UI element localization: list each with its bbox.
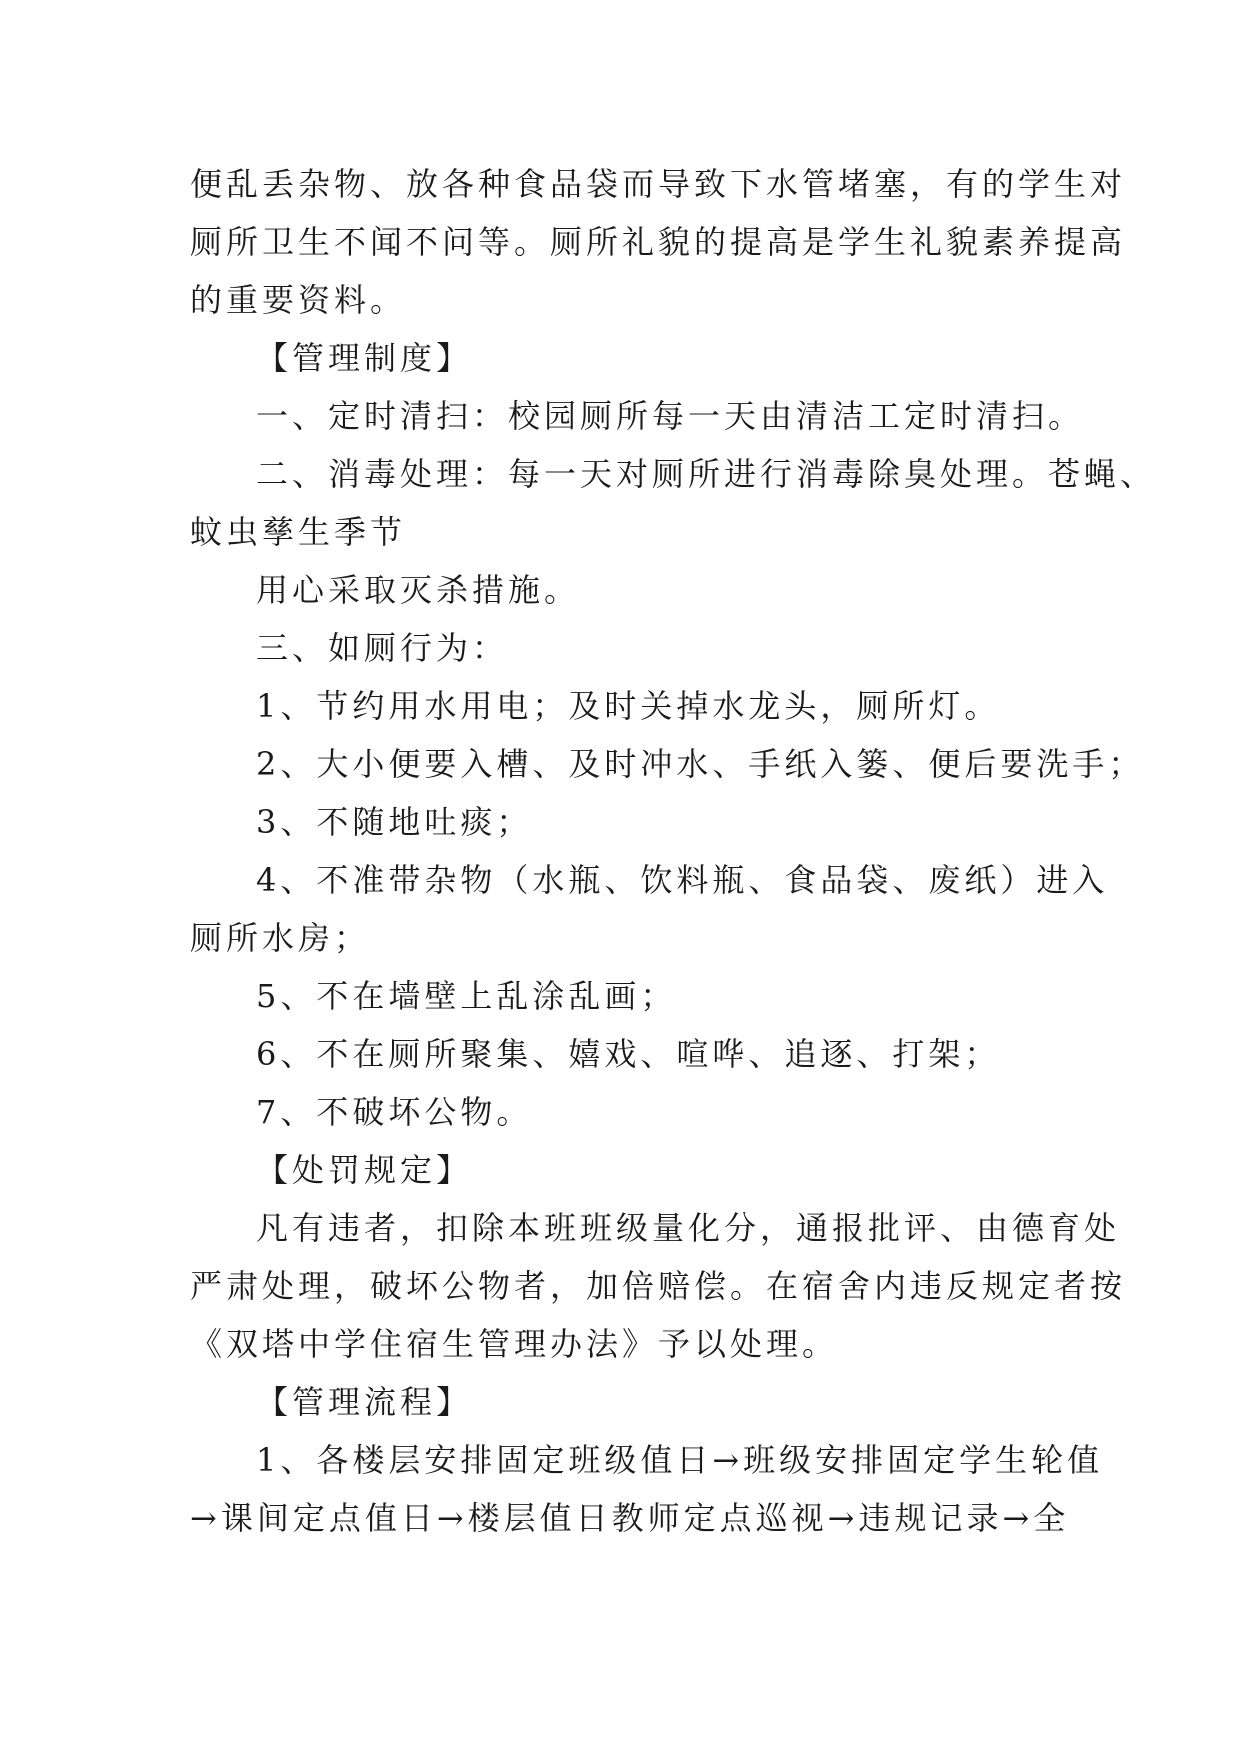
text-line: 一、定时清扫：校园厕所每一天由清洁工定时清扫。 — [256, 397, 1085, 435]
list-item: 3、不随地吐痰； — [256, 803, 533, 841]
section-heading-management-system: 【管理制度】 — [256, 339, 473, 377]
text-line: 三、如厕行为： — [256, 629, 509, 667]
text-line: 的重要资料。 — [190, 281, 407, 319]
list-item: 6、不在厕所聚集、嬉戏、喧哗、追逐、打架； — [256, 1035, 1001, 1073]
section-heading-management-process: 【管理流程】 — [256, 1383, 473, 1421]
text-line: 厕所水房； — [190, 919, 371, 957]
text-line: 便乱丢杂物、放各种食品袋而导致下水管堵塞，有的学生对 — [190, 165, 1127, 203]
text-line: 蚊虫孳生季节 — [190, 513, 407, 551]
text-line: 用心采取灭杀措施。 — [256, 571, 581, 609]
text-line: 凡有违者，扣除本班班级量化分，通报批评、由德育处 — [256, 1209, 1121, 1247]
document-body — [190, 155, 1157, 1547]
text-line: 二、消毒处理：每一天对厕所进行消毒除臭处理。苍蝇、 — [256, 455, 1157, 493]
list-item: 2、大小便要入槽、及时冲水、手纸入篓、便后要洗手； — [256, 745, 1145, 783]
text-line: 厕所卫生不闻不问等。厕所礼貌的提高是学生礼貌素养提高 — [190, 223, 1127, 261]
list-item: 7、不破坏公物。 — [256, 1093, 533, 1131]
text-line: 严肃处理，破坏公物者，加倍赔偿。在宿舍内违反规定者按 — [190, 1267, 1127, 1305]
text-line: 《双塔中学住宿生管理办法》予以处理。 — [190, 1325, 839, 1363]
list-item: 4、不准带杂物（水瓶、饮料瓶、食品袋、废纸）进入 — [256, 861, 1109, 899]
section-heading-penalty-rules: 【处罚规定】 — [256, 1151, 473, 1189]
list-item: 5、不在墙壁上乱涂乱画； — [256, 977, 677, 1015]
list-item: 1、节约用水用电；及时关掉水龙头，厕所灯。 — [256, 687, 1001, 725]
text-line: →课间定点值日→楼层值日教师定点巡视→违规记录→全 — [190, 1499, 1070, 1537]
text-line: 1、各楼层安排固定班级值日→班级安排固定学生轮值 — [256, 1441, 1104, 1479]
